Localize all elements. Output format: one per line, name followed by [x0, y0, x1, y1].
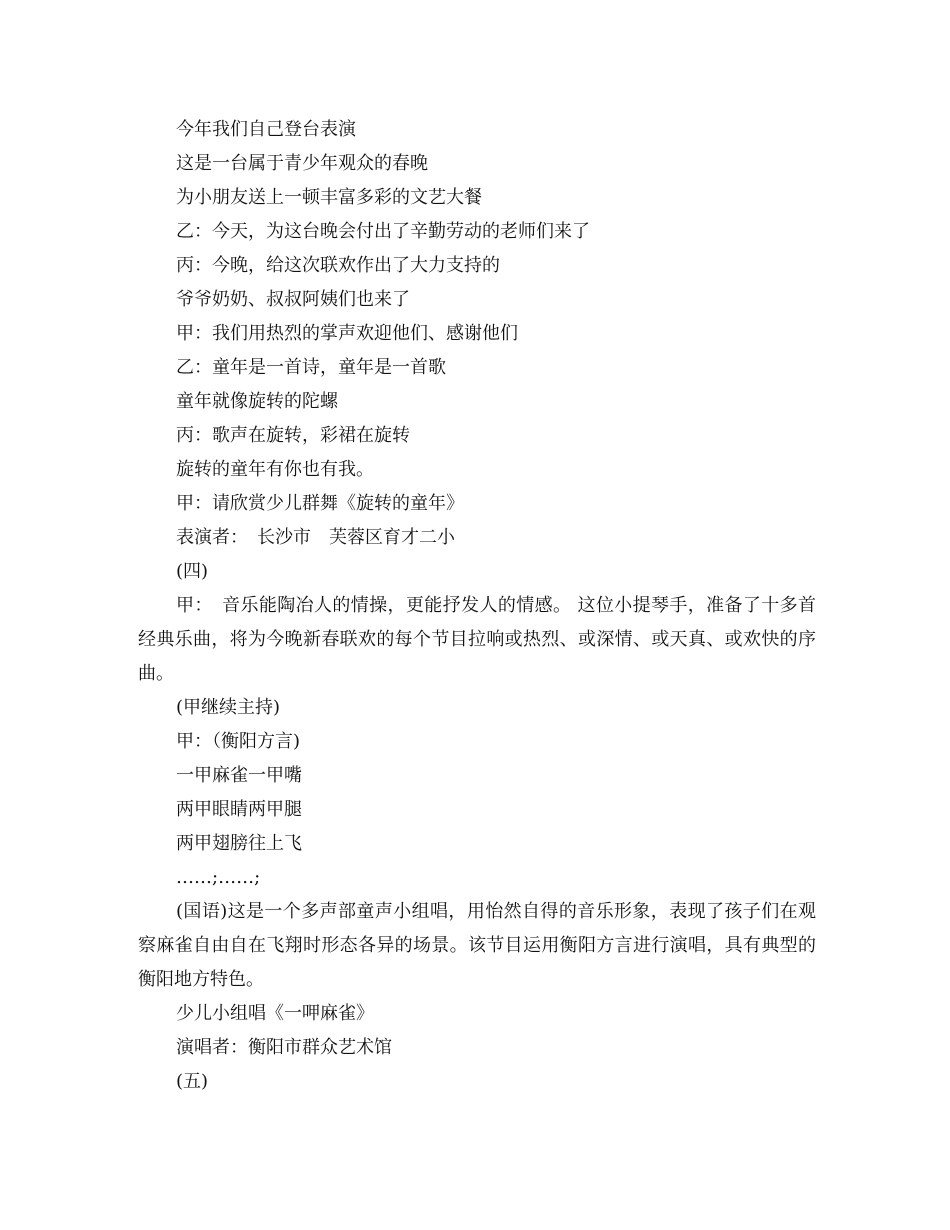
text-line: 一甲麻雀一甲嘴 [176, 765, 302, 786]
text-line: 童年就像旋转的陀螺 [176, 391, 338, 412]
text-line: 甲：（衡阳方言) [176, 731, 301, 752]
section-marker: (五) [176, 1071, 209, 1092]
paragraph-violin: 甲： 音乐能陶冶人的情操，更能抒发人的情感。 这位小提琴手，准备了十多首经典乐曲，将为今晚新春联欢的每个节目拉响或热烈、或深情、或天真、或欢快的序曲。 [138, 595, 816, 684]
text-line: 这是一台属于青少年观众的春晚 [176, 153, 428, 174]
text-line: 两甲翅膀往上飞 [176, 833, 302, 854]
text-line: 表演者： 长沙市 芙蓉区育才二小 [176, 527, 455, 548]
section-marker: (四) [176, 561, 209, 582]
text-line: 今年我们自己登台表演 [176, 119, 356, 140]
text-line: 少儿小组唱《一呷麻雀》 [176, 1003, 374, 1024]
text-line: 丙：歌声在旋转，彩裙在旋转 [176, 425, 410, 446]
text-line: 两甲眼睛两甲腿 [176, 799, 302, 820]
text-line: 乙：童年是一首诗，童年是一首歌 [176, 357, 446, 378]
text-line: 演唱者：衡阳市群众艺术馆 [176, 1037, 392, 1058]
text-line: 爷爷奶奶、叔叔阿姨们也来了 [176, 289, 410, 310]
paragraph-sparrow: (国语)这是一个多声部童声小组唱，用怡然自得的音乐形象，表现了孩子们在观察麻雀自由自在飞翔时形态各异的场景。该节目运用衡阳方言进行演唱，具有典型的衡阳地方特色。 [138, 901, 816, 990]
script-text [138, 113, 816, 1099]
text-line: (甲继续主持) [176, 697, 281, 718]
text-line: 丙：今晚，给这次联欢作出了大力支持的 [176, 255, 500, 276]
text-line: 为小朋友送上一顿丰富多彩的文艺大餐 [176, 187, 482, 208]
text-line: 甲：我们用热烈的掌声欢迎他们、感谢他们 [176, 323, 518, 344]
text-line: 甲：请欣赏少儿群舞《旋转的童年》 [176, 493, 464, 514]
text-line: 乙：今天，为这台晚会付出了辛勤劳动的老师们来了 [176, 221, 590, 242]
text-line: ……;……; [176, 867, 261, 888]
text-line: 旋转的童年有你也有我。 [176, 459, 374, 480]
